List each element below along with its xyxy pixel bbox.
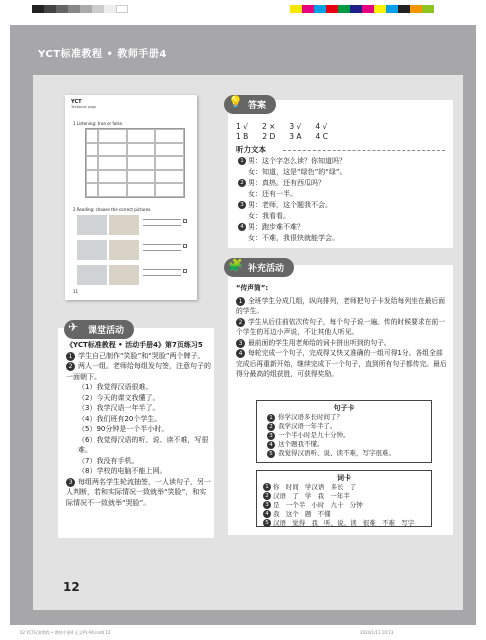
supplementary-heading: “传声筒”:: [236, 284, 269, 292]
answer-row-1: [236, 122, 327, 131]
word-card-line: 3 是 一个半 小时 九十 分钟: [257, 501, 431, 510]
thumbnail-question-2: 2 Reading: choose the correct pictures.: [73, 207, 152, 212]
classroom-sentence: （8）学校的电脑不能上网。: [78, 467, 167, 475]
answer-item: 3 √: [289, 122, 302, 131]
word-card-line: 5 汉语 觉得 我 听、说、读 很难 不难 写字: [257, 519, 431, 528]
dialogue-list: 1 男：这个字怎么读？你知道吗？ 女：知道，这是“绿色”的“绿”。 2 男：真热。还有西瓜吗？ 女：还有一半。 3 男：老师，这个题我不会。 女：我看看。 4 男：跑步难不难？ 女：不难，我很快就能学会。: [238, 156, 347, 244]
workbook-thumbnail: [65, 95, 197, 300]
lightbulb-icon: 💡: [228, 95, 243, 109]
listening-text-label: 听力文本: [236, 145, 266, 154]
answer-row-2: [236, 132, 328, 141]
thumbnail-picture: [77, 240, 107, 260]
classroom-sentence: （5）90分钟是一个半小时。: [78, 425, 169, 433]
dialogue-female: 女：不难，我很快就能学会。: [248, 234, 339, 242]
classroom-sentence: （3）我学汉语一年半了。: [78, 404, 160, 412]
classroom-activity-card: [58, 328, 214, 538]
supplementary-item: 3 最前面的学生用老师给的词卡拼出听到的句子。: [236, 338, 448, 349]
thumbnail-picture: [109, 265, 139, 285]
footer-left: 02 YCT标准教程 • 教师手册4 正文P1-90.indd 12: [20, 630, 111, 635]
color-calibration-bar-right: [290, 5, 434, 13]
thumbnail-question-1: 1 Listening: true or false.: [73, 121, 124, 126]
dialogue-male: 男：跑步难不难？: [248, 223, 304, 231]
dialogue-male: 男：真热。还有西瓜吗？: [248, 179, 325, 187]
classroom-sentence: （7）我没有手机。: [78, 456, 139, 465]
answer-item: 2 ×: [261, 122, 276, 131]
answer-item: 3 A: [289, 132, 302, 141]
sentence-card-line: 2 我学汉语一年半了。: [257, 422, 431, 431]
supplementary-item: 2 学生从后往前依次传句子，每个句子说一遍。传的时候要求在前一个学生的耳边小声说，不让其他人听见。: [236, 317, 446, 336]
dialogue-female: 女：还有一半。: [248, 190, 297, 198]
footer-right: 2024/1/11 10:13: [360, 630, 394, 635]
classroom-item: 3 每组两名学生轮流抽签，一人读句子，另一人判断，若和实际情况一致就举“笑脸”，和实际情况不一致就举“哭脸”。: [66, 477, 211, 507]
classroom-book-ref: 《YCT标准教程 • 活动手册4》第7页练习5: [66, 341, 203, 349]
thumbnail-grid: [85, 128, 185, 198]
dialogue-male: 男：老师，这个题我不会。: [248, 201, 332, 209]
thumbnail-picture: [109, 240, 139, 260]
word-card-line: 4 我 这个 题 不懂: [257, 510, 431, 519]
sentence-card-line: 3 一个半小时是九十分钟。: [257, 431, 431, 440]
supplementary-item: 4 每轮完成一个句子，完成得又快又准确的一组可得1分。各组全部完成后再重新开始，继续完成下一个句子，直到所有句子都传完。最后得分最高的组获胜，可获得奖励。: [236, 349, 447, 378]
thumbnail-row: [77, 215, 187, 237]
dialogue-male: 男：这个字怎么读？你知道吗？: [248, 157, 346, 165]
sentence-card-line: 4 这个题我不懂。: [257, 440, 431, 449]
thumbnail-row: [77, 240, 187, 262]
answer-card: [228, 100, 453, 248]
page-number: 12: [63, 580, 80, 594]
dialogue-female: 女：我看看。: [248, 212, 290, 220]
sentence-card-line: 5 我觉得汉语听、说、读不难，写字很难。: [257, 449, 431, 458]
thumbnail-picture: [77, 265, 107, 285]
classroom-tag: ✈ 课堂活动: [64, 320, 134, 339]
color-calibration-bar-left: [32, 5, 128, 13]
classroom-sentence: （1）我觉得汉语很难。: [78, 383, 153, 391]
thumbnail-row: [77, 265, 187, 287]
sentence-card-title: 句子卡: [333, 404, 355, 412]
thumbnail-picture: [77, 215, 107, 235]
thumbnail-picture: [109, 215, 139, 235]
supplementary-text: [236, 283, 448, 380]
classroom-item: 1 学生自己制作“笑脸”和“哭脸”两个牌子。: [66, 351, 211, 362]
classroom-text: [66, 340, 211, 508]
classroom-sentence: （6）我觉得汉语的听、说、读不难，写很难。: [78, 435, 209, 454]
supplementary-item: 1 全班学生分成几组，纵向排列，老师把句子卡发给每列坐在最后面的学生。: [236, 296, 446, 315]
answer-tag: 💡 答案: [224, 95, 276, 114]
classroom-sentence: （4）我们班有20个学生。: [78, 414, 162, 423]
classroom-item: 2 两人一组。老师给每组发句签，注意句子的一面朝下。: [66, 362, 211, 381]
paper-plane-icon: ✈: [68, 320, 79, 334]
word-card-line: 2 汉语 了 学 我 一年半: [257, 492, 431, 501]
word-card-line: 1 你 时间 学汉语 多长 了: [257, 483, 431, 492]
header-title: YCT标准教程 • 教师手册4: [38, 49, 167, 60]
answer-item: 1 √: [236, 122, 248, 131]
sentence-card-box: [256, 400, 432, 463]
supplementary-tag: 🧩 补充活动: [224, 258, 294, 277]
dialogue-female: 女：知道，这是“绿色”的“绿”。: [248, 168, 347, 176]
thumbnail-page-number: 11: [73, 289, 79, 294]
answer-item: 1 B: [236, 132, 249, 141]
puzzle-icon: 🧩: [228, 258, 243, 272]
thumbnail-title: YCT: [71, 99, 82, 105]
word-card-box: [256, 470, 432, 527]
classroom-sentence: （2）今天的课文我懂了。: [78, 393, 160, 402]
answer-item: 2 D: [262, 132, 276, 141]
thumbnail-subtitle: Textbook page: [71, 105, 97, 109]
word-card-title: 词卡: [337, 474, 351, 482]
answer-item: 4 √: [315, 122, 328, 131]
answer-item: 4 C: [315, 132, 328, 141]
sentence-card-line: 1 你学汉语多长时间了？: [257, 413, 431, 422]
